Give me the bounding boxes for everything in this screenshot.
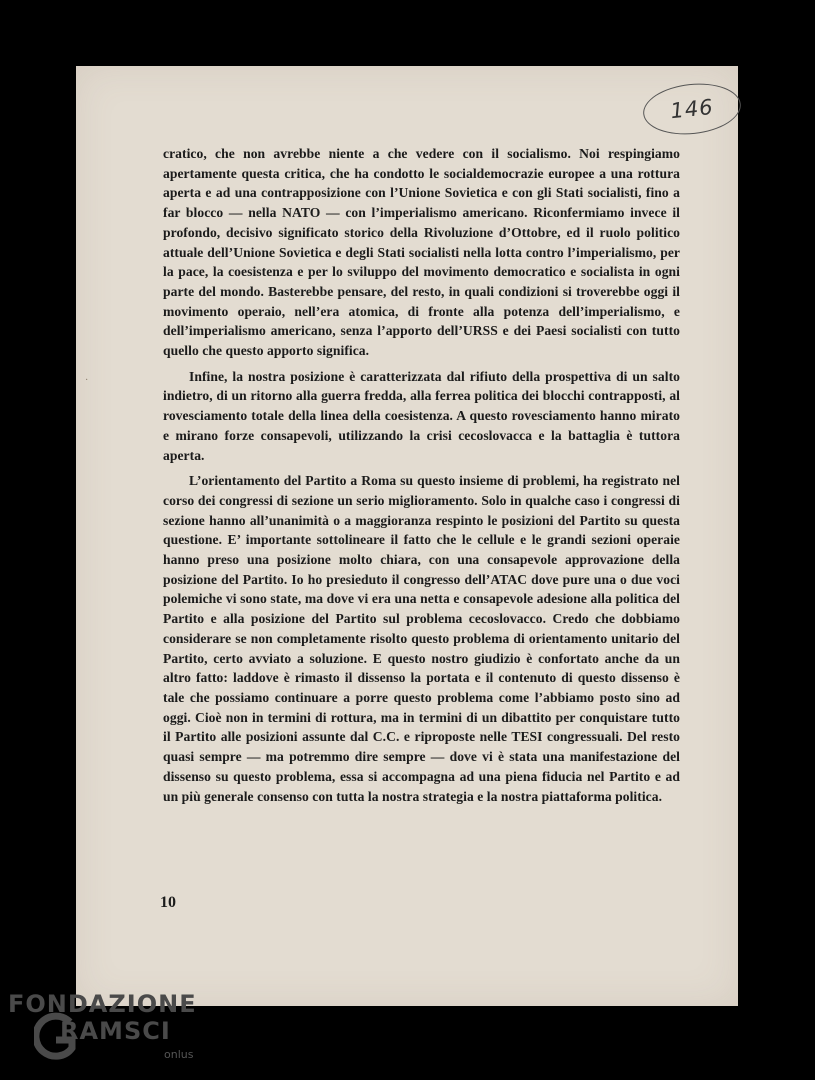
handwritten-page-annotation: 146 [641, 79, 744, 139]
logo-suffix: onlus [164, 1048, 194, 1061]
paragraph-1: cratico, che non avrebbe niente a che vedere con il socialismo. Noi respingiamo apertamente questa critica, che ha condotto le socialdemocrazie europee a una rottura aperta e ad una contrapposizione con l’Unione Sovietica e con gli Stati socialisti, fino a far blocco — nella NATO — con l’imperialismo americano. Riconfermiamo invece il profondo, decisivo significato storico della Rivoluzione d’Ottobre, ed il ruolo politico attuale dell’Unione Sovietica e degli Stati socialisti nella lotta contro l’imperialismo, per la pace, la coesistenza e per lo sviluppo del movimento democratico e socialista in ogni parte del mondo. Basterebbe pensare, del resto, in quali condizioni si troverebbe oggi il movimento operaio, nell’era atomica, di fronte alla potenza dell’imperialismo, e dell’imperialismo americano, senza l’apporto dell’URSS e dei Paesi socialisti con tutto quello che questo apporto significa. [163, 146, 680, 359]
logo-line-1: FONDAZIONE [8, 990, 197, 1018]
body-text [163, 144, 680, 806]
logo-line-2: RAMSCI [60, 1017, 171, 1045]
margin-mark: · [85, 375, 89, 386]
paragraph-2: Infine, la nostra posizione è caratterizzata dal rifiuto della prospettiva di un salto indietro, di un ritorno alla guerra fredda, alla ferrea politica dei blocchi contrapposti, al rovesciamento totale della linea della coesistenza. A questo rovesciamento hanno mirato e mirano forze consapevoli, utilizzando la crisi cecoslovacca e la battaglia è tuttora aperta. [163, 368, 680, 463]
fondazione-gramsci-logo [8, 988, 208, 1080]
page-number: 10 [160, 894, 176, 911]
paragraph-3: L’orientamento del Partito a Roma su questo insieme di problemi, ha registrato nel corso dei congressi di sezione un serio miglioramento. Solo in qualche caso i congressi di sezione hanno all’unanimità o a maggioranza respinto le posizioni del Partito su questa questione. E’ importante sottolineare il fatto che le cellule e le grandi sezioni operaie hanno preso una posizione molto chiara, con una consapevole approvazione della posizione del Partito. Io ho presieduto il congresso dell’ATAC dove pure una o due voci polemiche vi sono state, ma dove vi era una netta e consapevole adesione alla politica del Partito e alla posizione del Partito sul problema cecoslovacco. Credo che dobbiamo considerare se non completamente risolto questo problema di orientamento unitario del Partito, certo avviato a soluzione. E questo nostro giudizio è confortato anche da un altro fatto: laddove è rimasto il dissenso la portata e il contenuto di questo dissenso è tale che possiamo continuare a porre questo problema come l’abbiamo posto sino ad oggi. Cioè non in termini di rottura, ma in termini di un dibattito per conquistare tutto il Partito alle posizioni assunte dal C.C. e riproposte nelle TESI congressuali. Del resto quasi sempre — ma potremmo dire sempre — dove vi è stata una manifestazione del dissenso su questo problema, essa si accompagna ad una piena fiducia nel Partito e ad un più generale consenso con tutta la nostra strategia e la nostra piattaforma politica. [163, 473, 680, 804]
